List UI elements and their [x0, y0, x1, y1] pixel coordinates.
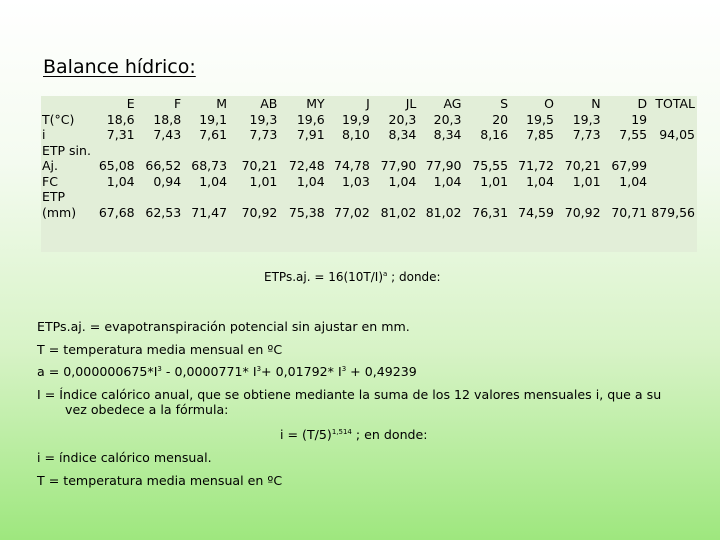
table-cell: 879,56: [651, 204, 695, 220]
table-cell: [94, 189, 136, 205]
table-cell: 19,5: [526, 111, 554, 127]
table-cell: [229, 189, 279, 205]
table-cell: 8,16: [480, 127, 509, 142]
table-cell: 70,21: [241, 158, 278, 173]
table-cell: 75,55: [472, 158, 509, 173]
table-cell: [372, 143, 419, 159]
table-cell: 67,68: [98, 204, 135, 220]
table-cell: 1,04: [619, 173, 648, 189]
table-row: [41, 174, 697, 190]
table-cell: [649, 158, 697, 174]
header-cell-blank: [41, 96, 94, 112]
table-cell: [137, 189, 184, 205]
definition-t: T = temperatura media mensual en ºC: [37, 341, 283, 357]
table-cell: [183, 143, 229, 159]
header-cell-m: M: [216, 96, 228, 111]
table-cell: [649, 174, 697, 190]
table-cell: 74,78: [334, 158, 370, 173]
table-cell: 7,55: [619, 127, 648, 142]
table-cell: 20,3: [433, 111, 462, 127]
table-cell: 70,21: [564, 158, 601, 173]
table-cell: [372, 189, 419, 205]
definition-a-exp-2: 3: [256, 365, 262, 374]
table-cell: 72,48: [288, 158, 325, 173]
table-row: [41, 205, 697, 221]
table-cell: 20: [492, 111, 509, 127]
table-cell: 7,43: [153, 127, 182, 142]
etp-formula-tail: ; donde:: [387, 270, 441, 284]
table-cell: 0,94: [153, 173, 182, 189]
header-cell-d: D: [637, 96, 648, 111]
table-cell: 71,47: [191, 204, 228, 220]
definition-a-part-4: + 0,49239: [346, 364, 417, 380]
definition-a-part-2: - 0,0000771* I: [161, 364, 257, 380]
table-cell: 7,61: [199, 127, 228, 142]
table-cell: 19,1: [199, 111, 228, 127]
table-cell: 1,01: [572, 173, 601, 189]
definition-i-annual: I = Índice calórico anual, que se obtiene mediante la suma de los 12 valores mensuales i, que a su: [37, 386, 662, 402]
header-cell-j: J: [366, 96, 370, 111]
table-cell: 70,71: [611, 204, 648, 220]
table-cell: [327, 143, 372, 159]
row-label: T(°C): [42, 111, 75, 127]
table-cell: 1,04: [388, 173, 417, 189]
definition-a-exp-3: 3: [341, 365, 347, 374]
table-cell: 8,34: [433, 127, 462, 142]
row-label: ETP: [42, 189, 66, 204]
table-cell: 81,02: [425, 204, 462, 220]
header-cell-total: TOTAL: [655, 96, 695, 111]
table-cell: 76,31: [472, 204, 509, 220]
table-cell: 68,73: [191, 158, 228, 173]
table-cell: [556, 143, 603, 159]
definitions-block: [37, 316, 677, 492]
row-label: Aj.: [42, 158, 58, 173]
table-cell: 8,34: [388, 127, 417, 142]
table-cell: 7,73: [572, 127, 601, 142]
table-cell: [649, 143, 697, 159]
row-label: i: [42, 127, 46, 142]
table-cell: 66,52: [145, 158, 182, 173]
definition-a-part-1: a = 0,000000675*I: [37, 364, 158, 380]
table-cell: [510, 143, 556, 159]
definition-etps: ETPs.aj. = evapotranspiración potencial sin ajustar en mm.: [37, 319, 410, 334]
table-cell: 94,05: [659, 127, 695, 142]
table-row: [41, 127, 697, 143]
table-cell: 77,90: [380, 158, 417, 173]
header-cell-jl: JL: [405, 96, 417, 111]
table-cell: 19,9: [341, 111, 370, 127]
table-row: [41, 189, 697, 205]
table-cell: [603, 189, 650, 205]
etp-formula: [264, 270, 441, 284]
table-cell: 1,04: [296, 173, 325, 189]
table-cell: 1,04: [433, 173, 462, 189]
table-cell: 18,8: [153, 111, 182, 127]
i-formula-text: i = (T/5): [280, 427, 332, 443]
table-cell: 20,3: [388, 111, 417, 127]
table-cell: 1,01: [480, 173, 509, 189]
table-cell: 74,59: [518, 204, 554, 220]
header-cell-e: E: [126, 96, 135, 111]
table-cell: [327, 189, 372, 205]
header-cell-ag: AG: [443, 96, 462, 111]
header-cell-f: F: [174, 96, 182, 111]
table-cell: [649, 112, 697, 128]
definition-i-monthly: i = índice calórico mensual.: [37, 449, 212, 465]
table-cell: 7,91: [296, 127, 325, 142]
table-cell: [418, 189, 463, 205]
row-label: ETP sin.: [42, 142, 91, 158]
table-cell: [94, 143, 136, 159]
table-row: [41, 143, 697, 159]
table-cell: 19,6: [296, 111, 325, 127]
table-row: [41, 112, 697, 128]
table-cell: [418, 143, 463, 159]
table-cell: [279, 143, 326, 159]
table-cell: 7,73: [249, 127, 278, 142]
table-cell: 19,3: [249, 111, 278, 127]
table-cell: 1,04: [199, 173, 228, 189]
table-body: [41, 112, 697, 221]
table-cell: 81,02: [380, 204, 417, 220]
table-cell: [229, 143, 279, 159]
i-formula-tail: ; en donde:: [351, 427, 428, 443]
definition-a: [37, 361, 677, 384]
header-cell-s: S: [500, 96, 509, 111]
header-cell-my: MY: [306, 96, 325, 111]
row-label: (mm): [42, 204, 77, 220]
table-cell: 70,92: [564, 204, 601, 220]
definition-t-repeat: T = temperatura media mensual en ºC: [37, 472, 283, 488]
water-balance-table: [41, 96, 697, 220]
table-cell: 8,10: [341, 127, 370, 142]
table-cell: [603, 143, 650, 159]
table-cell: 7,31: [106, 127, 135, 142]
table-cell: [556, 189, 603, 205]
table-cell: 19: [631, 111, 648, 127]
table-cell: 77,90: [425, 158, 462, 173]
table-cell: 70,92: [241, 204, 278, 220]
table-cell: 1,01: [249, 173, 278, 189]
table-cell: 18,6: [106, 111, 135, 127]
table-cell: 7,85: [526, 127, 554, 142]
etp-formula-text: ETPs.aj. = 16(10T/I): [264, 270, 384, 284]
table-cell: 1,04: [526, 173, 554, 189]
table-cell: [279, 189, 326, 205]
table-cell: 65,08: [98, 158, 135, 173]
header-cell-o: O: [544, 96, 554, 111]
table-cell: [649, 189, 697, 205]
table-cell: 1,03: [341, 173, 370, 189]
header-cell-ab: AB: [260, 96, 278, 111]
page-title: Balance hídrico:: [43, 56, 196, 78]
table-cell: [183, 189, 229, 205]
table-cell: 1,04: [106, 173, 135, 189]
table-cell: 71,72: [518, 158, 554, 173]
table-row: [41, 158, 697, 174]
table-cell: [464, 143, 511, 159]
table-cell: [510, 189, 556, 205]
definition-i-annual-cont: vez obedece a la fórmula:: [65, 402, 229, 418]
etp-formula-exponent: a: [383, 270, 388, 278]
row-label: FC: [42, 173, 58, 189]
table-cell: [464, 189, 511, 205]
i-formula-exponent: 1,514: [331, 428, 352, 437]
table-header-row: [41, 96, 697, 112]
i-formula: [37, 424, 677, 447]
table-cell: 77,02: [334, 204, 370, 220]
table-cell: [137, 143, 184, 159]
water-balance-table-container: [41, 96, 697, 252]
table-cell: 75,38: [288, 204, 325, 220]
table-cell: 67,99: [611, 158, 648, 173]
definition-a-part-3: + 0,01792* I: [261, 364, 342, 380]
table-cell: 19,3: [572, 111, 601, 127]
definition-a-exp-1: 3: [157, 365, 162, 374]
table-cell: 62,53: [145, 204, 182, 220]
header-cell-n: N: [591, 96, 601, 111]
